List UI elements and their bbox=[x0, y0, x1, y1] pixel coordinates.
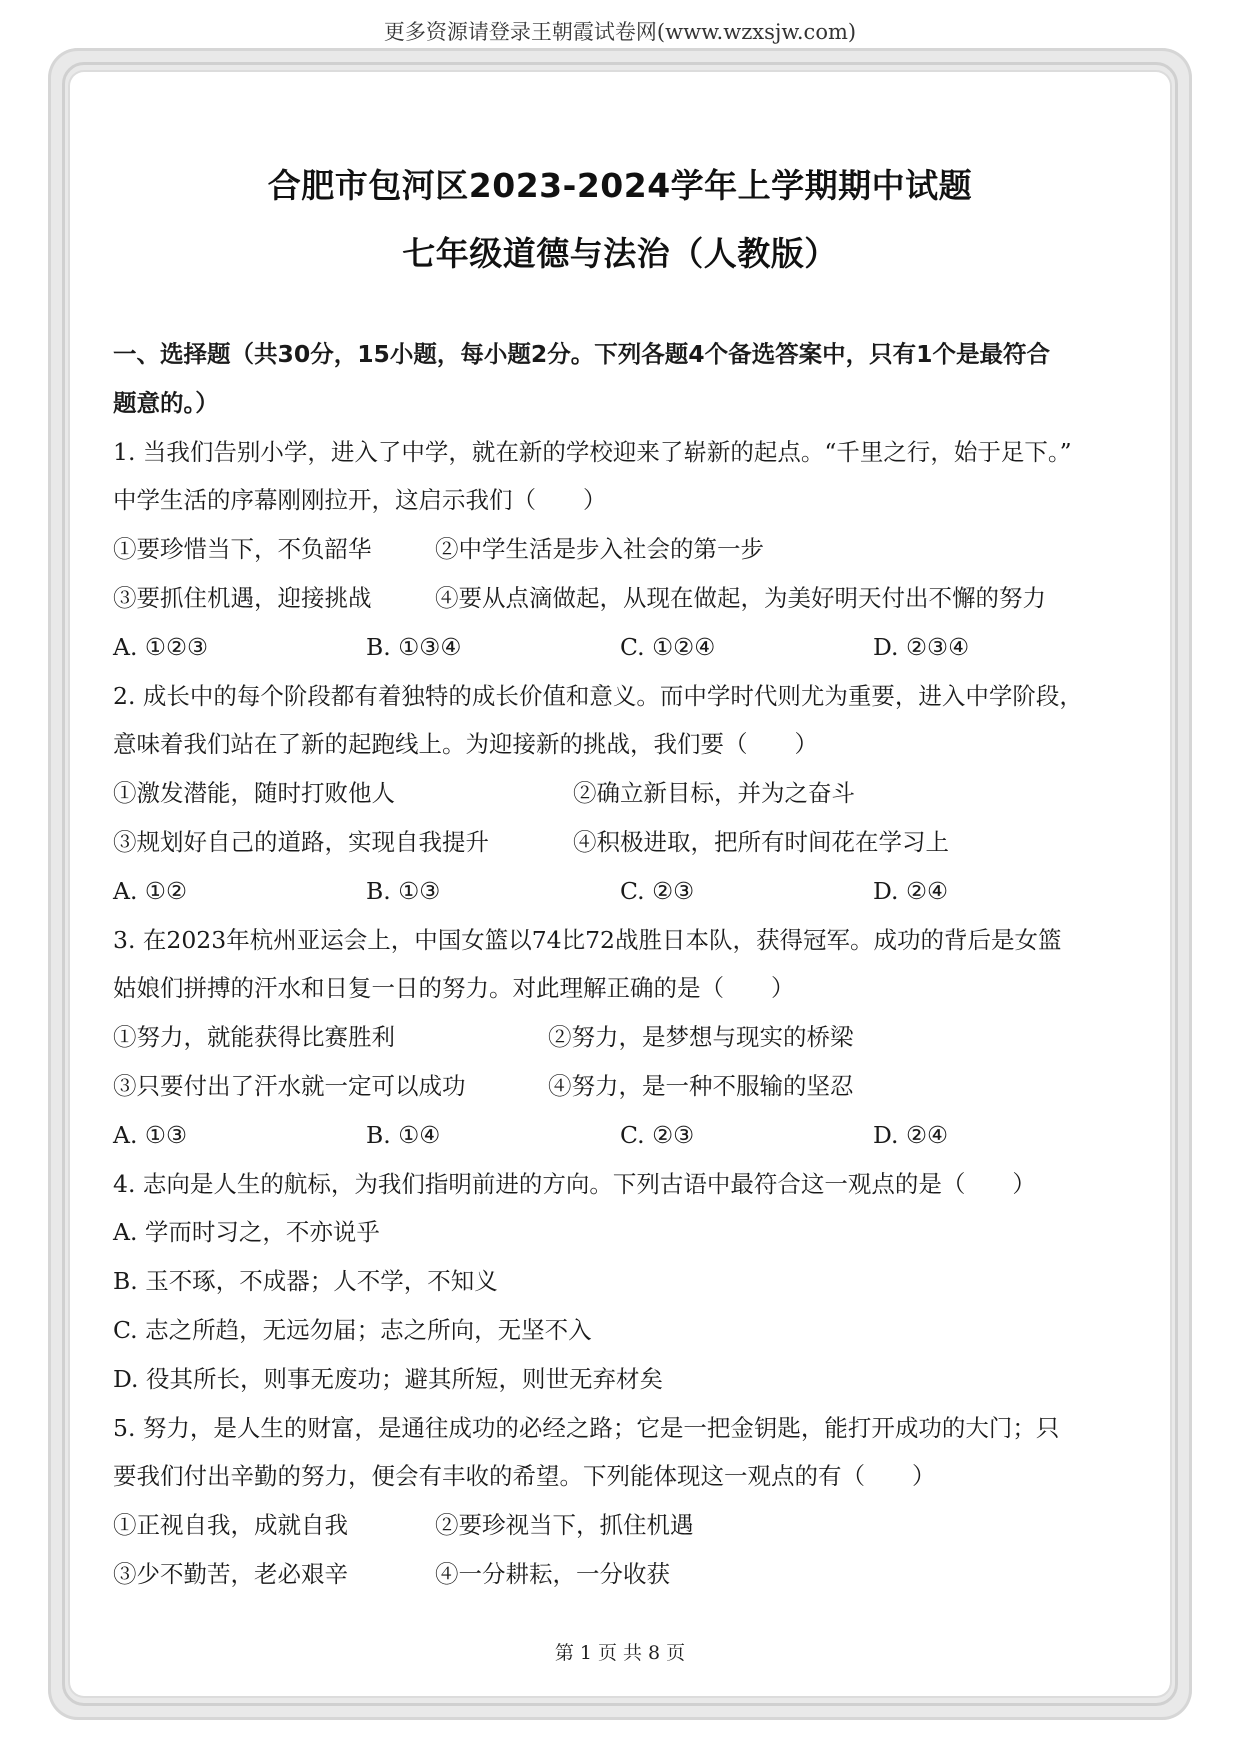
question-1-stem: 1. 当我们告别小学，进入了中学，就在新的学校迎来了崭新的起点。“千里之行，始于足下。” bbox=[113, 437, 1072, 466]
statement: ①努力，就能获得比赛胜利 bbox=[113, 1023, 395, 1052]
statement: ③只要付出了汗水就一定可以成功 bbox=[113, 1071, 466, 1100]
question-2-options bbox=[113, 867, 1133, 916]
statement: ②要珍视当下，抓住机遇 bbox=[435, 1511, 694, 1540]
question-5-stem: 5. 努力，是人生的财富，是通往成功的必经之路；它是一把金钥匙，能打开成功的大门；只 bbox=[113, 1413, 1060, 1442]
question-1-statements-row2 bbox=[113, 574, 1133, 623]
option-d: D. ②④ bbox=[873, 1120, 949, 1149]
statement: ②努力，是梦想与现实的桥梁 bbox=[548, 1023, 854, 1052]
section-heading: 一、选择题（共30分，15小题，每小题2分。下列各题4个备选答案中，只有1个是最符合 bbox=[113, 340, 1050, 368]
question-1-statements-row1 bbox=[113, 525, 1133, 574]
question-2-stem: 2. 成长中的每个阶段都有着独特的成长价值和意义。而中学时代则尤为重要，进入中学阶段， bbox=[113, 681, 1083, 710]
question-2-statements-row1 bbox=[113, 769, 1133, 818]
option-c: C. ②③ bbox=[620, 1120, 695, 1149]
question-3-stem-cont: 姑娘们拼搏的汗水和日复一日的努力。对此理解正确的是（ ） bbox=[113, 974, 795, 1003]
question-2-statements-row2 bbox=[113, 818, 1133, 867]
option-d: D. 役其所长，则事无废功；避其所短，则世无弃材矣 bbox=[113, 1364, 663, 1393]
question-5-statements-row1 bbox=[113, 1501, 1133, 1550]
statement: ①要珍惜当下，不负韶华 bbox=[113, 535, 372, 564]
option-c: C. ②③ bbox=[620, 876, 695, 905]
option-c: C. ①②④ bbox=[620, 632, 716, 661]
option-b: B. ①③④ bbox=[366, 632, 462, 661]
option-d: D. ②④ bbox=[873, 876, 949, 905]
question-2-stem-cont: 意味着我们站在了新的起跑线上。为迎接新的挑战，我们要（ ） bbox=[113, 730, 818, 759]
question-4-stem: 4. 志向是人生的航标，为我们指明前进的方向。下列古语中最符合这一观点的是（ ） bbox=[113, 1169, 1036, 1198]
option-a: A. ①② bbox=[113, 876, 188, 905]
question-1-options bbox=[113, 623, 1133, 672]
option-a: A. 学而时习之，不亦说乎 bbox=[113, 1218, 380, 1247]
section-heading-cont: 题意的。） bbox=[113, 388, 219, 417]
question-1-stem-cont: 中学生活的序幕刚刚拉开，这启示我们（ ） bbox=[113, 486, 607, 515]
statement: ④努力，是一种不服输的坚忍 bbox=[548, 1071, 854, 1100]
option-a: A. ①②③ bbox=[113, 632, 209, 661]
statement: ③少不勤苦，老必艰辛 bbox=[113, 1559, 348, 1588]
statement: ③规划好自己的道路，实现自我提升 bbox=[113, 827, 489, 856]
question-5-stem-cont: 要我们付出辛勤的努力，便会有丰收的希望。下列能体现这一观点的有（ ） bbox=[113, 1462, 936, 1491]
statement: ④一分耕耘，一分收获 bbox=[435, 1559, 670, 1588]
statement: ④要从点滴做起，从现在做起，为美好明天付出不懈的努力 bbox=[435, 583, 1046, 612]
site-watermark-note: 更多资源请登录王朝霞试卷网(www.wzxsjw.com) bbox=[383, 20, 857, 44]
exam-subtitle: 七年级道德与法治（人教版） bbox=[402, 234, 838, 273]
option-d: D. ②③④ bbox=[873, 632, 970, 661]
exam-title: 合肥市包河区2023-2024学年上学期期中试题 bbox=[267, 166, 973, 205]
question-3-options bbox=[113, 1111, 1133, 1160]
question-5-statements-row2 bbox=[113, 1550, 1133, 1599]
statement: ①正视自我，成就自我 bbox=[113, 1511, 348, 1540]
question-3-statements-row1 bbox=[113, 1013, 1133, 1062]
statement: ②确立新目标，并为之奋斗 bbox=[573, 779, 855, 808]
statement: ①激发潜能，随时打败他人 bbox=[113, 779, 395, 808]
question-3-stem: 3. 在2023年杭州亚运会上，中国女篮以74比72战胜日本队，获得冠军。成功的背后是女篮 bbox=[113, 925, 1062, 954]
option-b: B. 玉不琢，不成器；人不学，不知义 bbox=[113, 1267, 498, 1296]
statement: ③要抓住机遇，迎接挑战 bbox=[113, 583, 372, 612]
option-b: B. ①③ bbox=[366, 876, 441, 905]
question-3-statements-row2 bbox=[113, 1062, 1133, 1111]
page-footer: 第 1 页 共 8 页 bbox=[554, 1642, 686, 1664]
option-c: C. 志之所趋，无远勿届；志之所向，无坚不入 bbox=[113, 1315, 592, 1344]
exam-content bbox=[113, 330, 1133, 1599]
option-b: B. ①④ bbox=[366, 1120, 441, 1149]
statement: ②中学生活是步入社会的第一步 bbox=[435, 535, 764, 564]
option-a: A. ①③ bbox=[113, 1120, 188, 1149]
statement: ④积极进取，把所有时间花在学习上 bbox=[573, 827, 949, 856]
